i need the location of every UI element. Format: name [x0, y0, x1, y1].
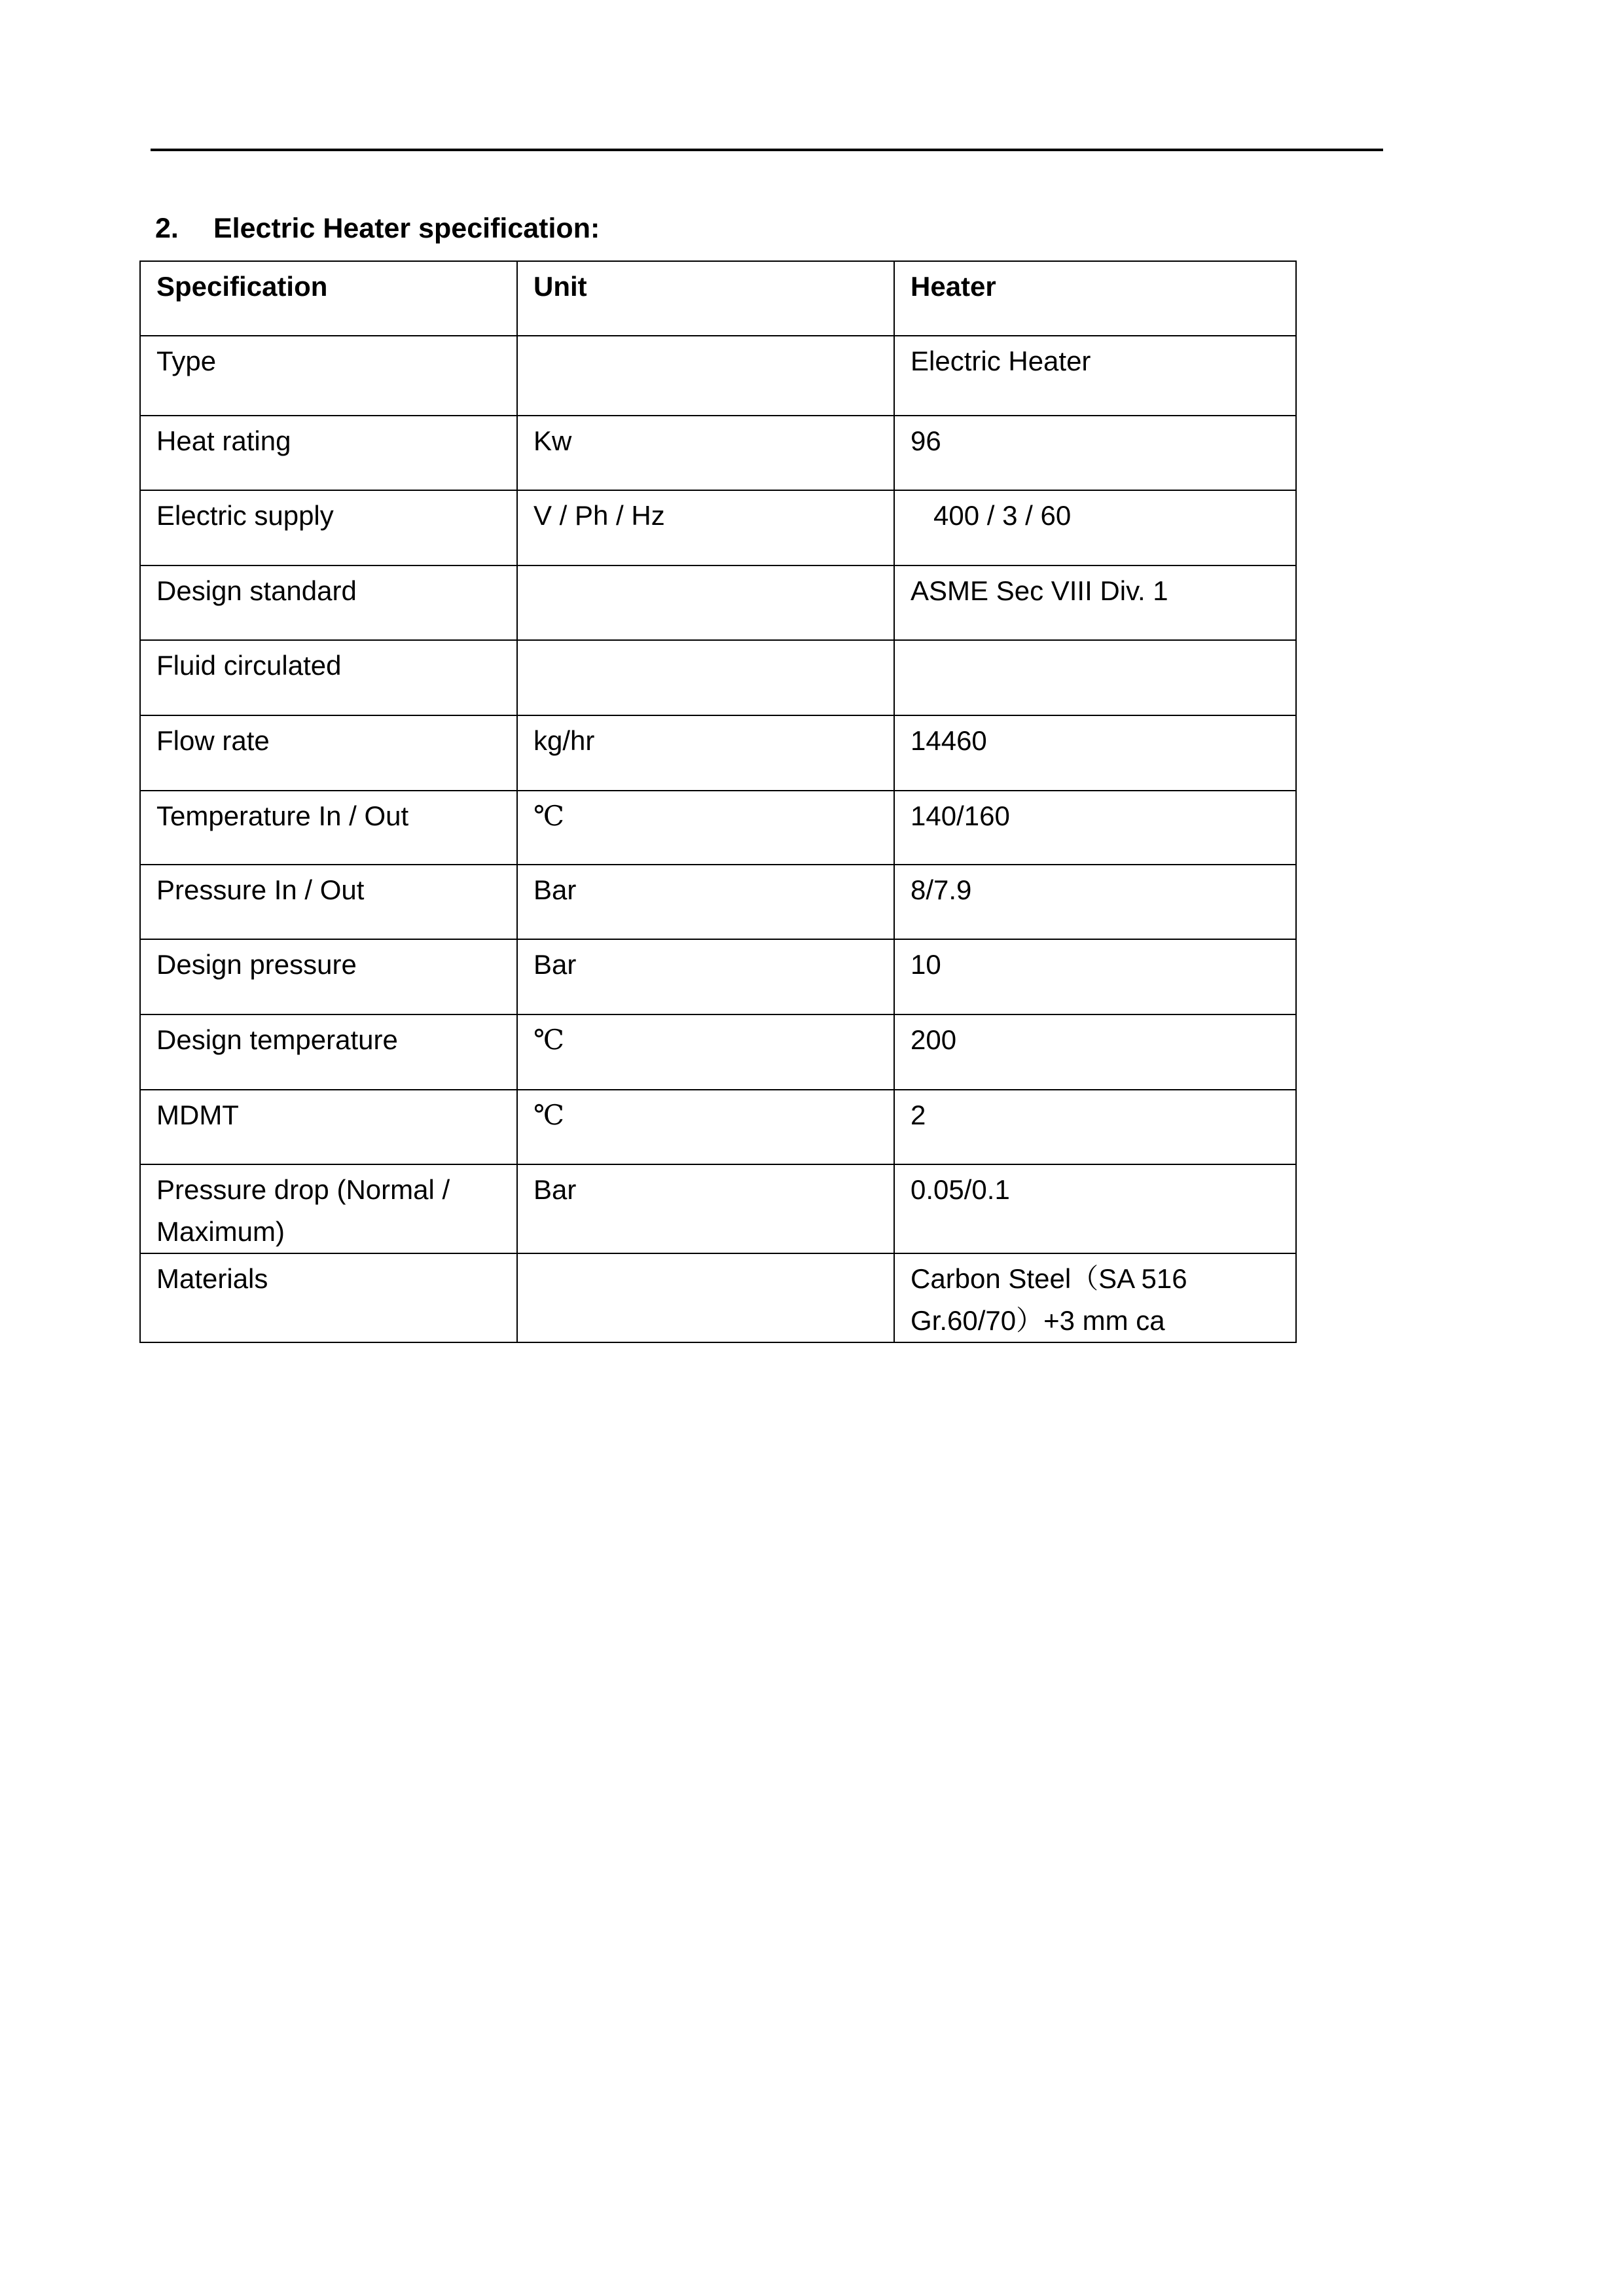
- cell-unit: Bar: [517, 1164, 894, 1253]
- table-row: [140, 490, 1296, 565]
- cell-unit: ℃: [517, 1090, 894, 1164]
- table-row: [140, 1090, 1296, 1164]
- cell-spec: MDMT: [140, 1090, 517, 1164]
- cell-value: 96: [894, 416, 1296, 490]
- cell-value: 10: [894, 939, 1296, 1014]
- cell-unit: [517, 640, 894, 715]
- cell-unit: Bar: [517, 939, 894, 1014]
- table-row: [140, 791, 1296, 865]
- cell-value: Electric Heater: [894, 336, 1296, 416]
- table-row: [140, 1014, 1296, 1090]
- cell-value: 140/160: [894, 791, 1296, 865]
- cell-value: 0.05/0.1: [894, 1164, 1296, 1253]
- cell-value: Carbon Steel（SA 516 Gr.60/70）+3 mm ca: [894, 1253, 1296, 1342]
- cell-unit: Kw: [517, 416, 894, 490]
- header-specification: Specification: [140, 261, 517, 336]
- cell-unit: kg/hr: [517, 715, 894, 791]
- cell-spec: Design standard: [140, 565, 517, 640]
- cell-value: ASME Sec VIII Div. 1: [894, 565, 1296, 640]
- spec-table: [139, 260, 1297, 1343]
- cell-spec: Design temperature: [140, 1014, 517, 1090]
- table-row: [140, 336, 1296, 416]
- section-number: 2.: [155, 213, 179, 244]
- header-rule: [151, 149, 1383, 151]
- cell-value: [894, 640, 1296, 715]
- table-row: [140, 416, 1296, 490]
- cell-unit: Bar: [517, 865, 894, 939]
- cell-spec: Fluid circulated: [140, 640, 517, 715]
- section-heading: [155, 211, 600, 246]
- cell-value: 200: [894, 1014, 1296, 1090]
- cell-spec: Temperature In / Out: [140, 791, 517, 865]
- cell-unit: [517, 1253, 894, 1342]
- cell-unit: V / Ph / Hz: [517, 490, 894, 565]
- cell-spec: Flow rate: [140, 715, 517, 791]
- cell-spec: Heat rating: [140, 416, 517, 490]
- table-row: [140, 1253, 1296, 1342]
- cell-spec: Pressure In / Out: [140, 865, 517, 939]
- header-heater: Heater: [894, 261, 1296, 336]
- cell-unit: [517, 565, 894, 640]
- cell-unit: ℃: [517, 791, 894, 865]
- table-row: [140, 565, 1296, 640]
- table-row: [140, 640, 1296, 715]
- cell-spec: Electric supply: [140, 490, 517, 565]
- table-row: [140, 865, 1296, 939]
- table-row: [140, 715, 1296, 791]
- table-row: [140, 939, 1296, 1014]
- table-row: [140, 1164, 1296, 1253]
- cell-value: 400 / 3 / 60: [894, 490, 1296, 565]
- cell-unit: ℃: [517, 1014, 894, 1090]
- section-title: Electric Heater specification:: [213, 213, 600, 244]
- cell-spec: Design pressure: [140, 939, 517, 1014]
- cell-value: 8/7.9: [894, 865, 1296, 939]
- header-unit: Unit: [517, 261, 894, 336]
- cell-value: 14460: [894, 715, 1296, 791]
- cell-spec: Type: [140, 336, 517, 416]
- cell-spec: Materials: [140, 1253, 517, 1342]
- cell-spec: Pressure drop (Normal / Maximum): [140, 1164, 517, 1253]
- cell-value: 2: [894, 1090, 1296, 1164]
- table-header-row: [140, 261, 1296, 336]
- cell-unit: [517, 336, 894, 416]
